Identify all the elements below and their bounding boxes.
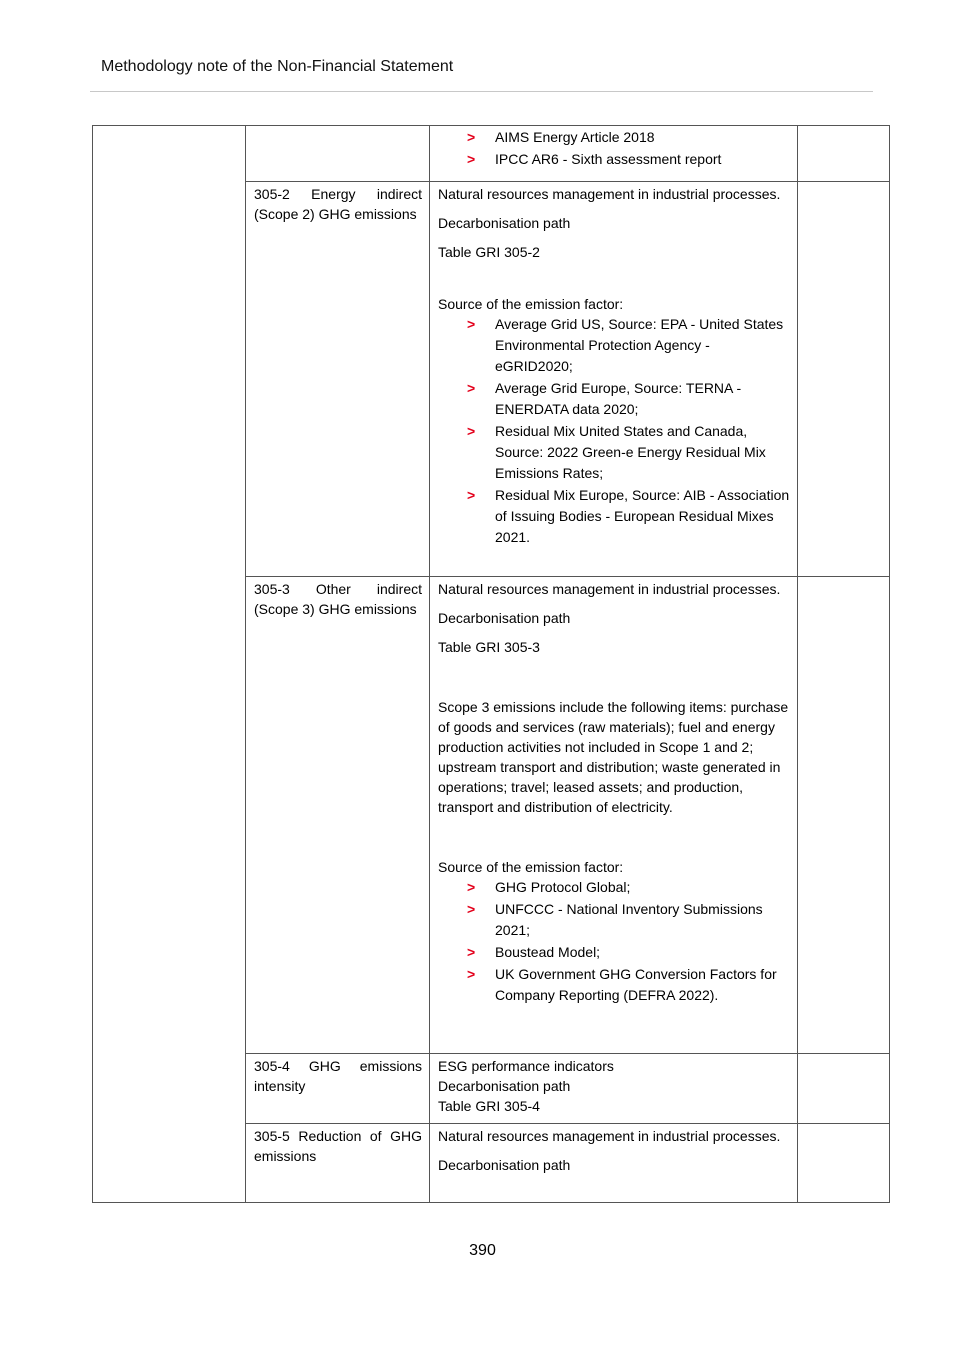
emission-factor-list [438,314,791,548]
emission-factor-list [438,877,791,1006]
omission-cell [798,1124,890,1203]
location-text: Table GRI 305-4 [438,1098,540,1114]
location-cell [430,126,798,182]
list-item: > UNFCCC - National Inventory Submissions 2021; [467,901,763,938]
omission-cell [798,182,890,577]
list-item: > IPCC AR6 - Sixth assessment report [438,149,791,170]
list-item: > Residual Mix Europe, Source: AIB - Association of Issuing Bodies - European Residual Mixes 2021. [467,487,790,545]
bullet-marker: > [467,966,476,982]
list-item: > Residual Mix United States and Canada, Source: 2022 Green-e Energy Residual Mix Emissions Rates; [467,423,766,481]
header-divider [90,91,873,92]
bullet-marker: > [467,901,476,917]
bullet-marker: > [467,316,476,332]
disclosure-label: 305-4 GHG emissions intensity [254,1058,422,1094]
location-text: Decarbonisation path [438,1078,571,1094]
gri-content-index-table [92,125,890,1203]
list-item: > Average Grid US, Source: EPA - United States Environmental Protection Agency - eGRID2020; [467,316,784,374]
scope3-description: Scope 3 emissions include the following items: purchase of goods and services (raw materials); fuel and energy production activities not included in Scope 1 and 2; upstream transport and distribution; waste generated in operations; travel; leased assets; and production, transport and distribution of electricity. [438,699,789,815]
disclosure-cell [246,182,430,577]
omission-cell [798,577,890,1054]
source-intro: Source of the emission factor: [438,296,624,312]
page-header-title: Methodology note of the Non-Financial Statement [101,58,454,75]
source-intro: Source of the emission factor: [438,859,624,875]
bullet-marker: > [467,944,476,960]
omission-cell [798,1054,890,1124]
bullet-marker: > [467,423,476,439]
location-text: Natural resources management in industrial processes. [438,1128,781,1144]
bullet-marker: > [467,151,476,167]
location-text: Table GRI 305-3 [438,639,540,655]
location-cell [430,1054,798,1124]
disclosure-label: 305-2 Energy indirect (Scope 2) GHG emissions [254,186,422,222]
location-cell [430,1124,798,1203]
list-item: > UK Government GHG Conversion Factors for Company Reporting (DEFRA 2022). [467,966,777,1003]
list-item: > Average Grid Europe, Source: TERNA - ENERDATA data 2020; [467,380,742,417]
disclosure-cell [246,1054,430,1124]
reference-list [438,127,791,170]
omission-cell [798,126,890,182]
location-cell [430,182,798,577]
list-item: > GHG Protocol Global; [438,877,791,898]
location-text: Decarbonisation path [438,1157,571,1173]
disclosure-cell [246,1124,430,1203]
bullet-marker: > [467,129,476,145]
table-row [93,126,890,182]
disclosure-cell [246,577,430,1054]
location-text: Decarbonisation path [438,215,571,231]
location-text: ESG performance indicators [438,1058,614,1074]
location-cell [430,577,798,1054]
location-text: Table GRI 305-2 [438,244,540,260]
list-item: > Boustead Model; [438,942,791,963]
disclosure-cell [246,126,430,182]
list-item: > AIMS Energy Article 2018 [438,127,791,148]
bullet-marker: > [467,879,476,895]
location-text: Decarbonisation path [438,610,571,626]
bullet-marker: > [467,380,476,396]
location-text: Natural resources management in industrial processes. [438,581,781,597]
disclosure-label: 305-5 Reduction of GHG emissions [254,1128,422,1164]
bullet-marker: > [467,487,476,503]
topic-cell [93,126,246,1203]
page-number: 390 [469,1242,496,1259]
location-text: Natural resources management in industrial processes. [438,186,781,202]
disclosure-label: 305-3 Other indirect (Scope 3) GHG emissions [254,581,422,617]
